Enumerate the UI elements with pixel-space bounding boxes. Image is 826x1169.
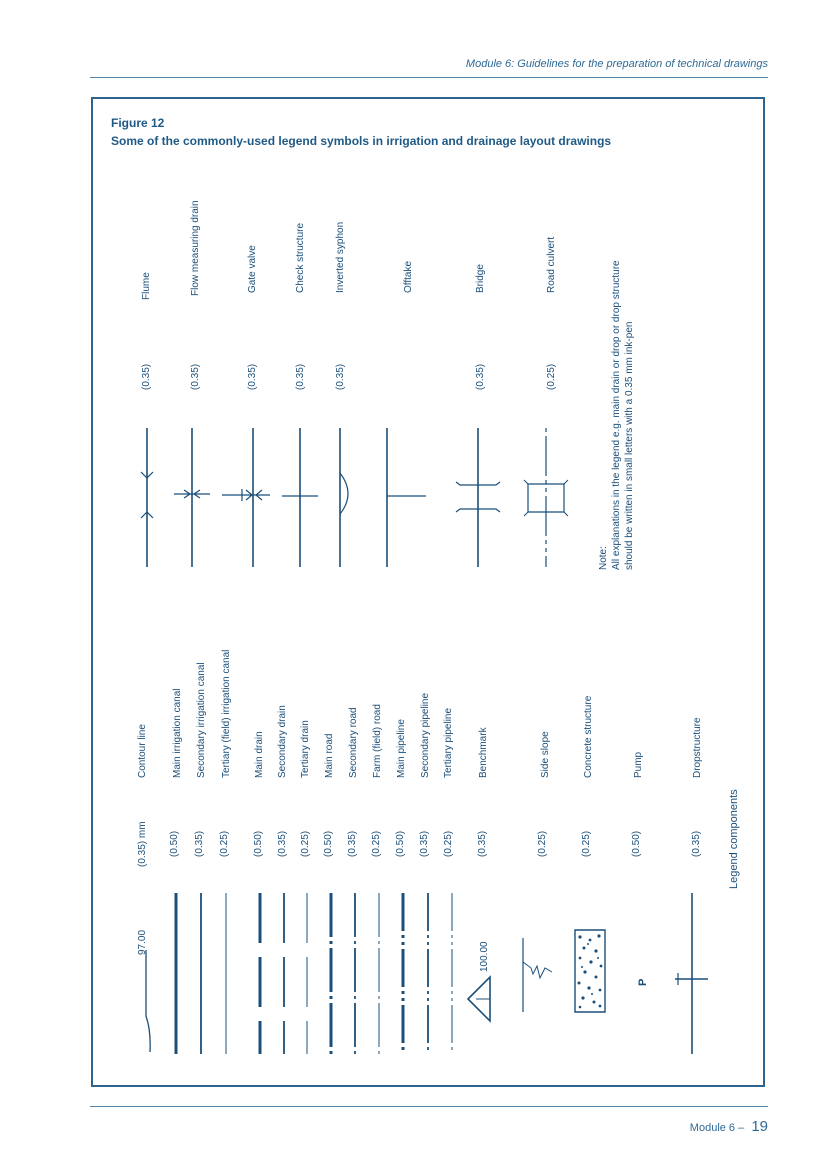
pen-bridge: (0.35) <box>475 363 486 390</box>
contour-line-symbol <box>146 950 150 1052</box>
name-contour: Contour line <box>137 724 148 778</box>
pen-gate-valve: (0.35) <box>247 363 258 390</box>
pen-flume: (0.35) <box>141 363 152 390</box>
pen-tertiary-pipeline: (0.25) <box>443 830 454 857</box>
name-main-pipeline: Main pipeline <box>396 719 407 778</box>
footer-dash: – <box>738 1122 745 1134</box>
footer-rule <box>90 1106 768 1107</box>
name-secondary-drain: Secondary drain <box>277 705 288 778</box>
pen-concrete: (0.25) <box>581 830 592 857</box>
name-secondary-pipeline: Secondary pipeline <box>420 692 431 778</box>
name-check-structure: Check structure <box>295 222 306 293</box>
name-concrete: Concrete structure <box>583 695 594 778</box>
name-offtake: Offtake <box>403 260 414 293</box>
name-bridge: Bridge <box>475 264 486 293</box>
name-flow-measuring-drain: Flow measuring drain <box>190 200 201 296</box>
pen-farm-road: (0.25) <box>371 830 382 857</box>
legend-components-caption: Legend components <box>728 789 740 889</box>
name-gate-valve: Gate valve <box>247 245 258 293</box>
pen-check-structure: (0.35) <box>295 363 306 390</box>
pen-secondary-irrigation: (0.35) <box>194 830 205 857</box>
name-road-culvert: Road culvert <box>546 236 557 293</box>
pen-tertiary-drain: (0.25) <box>300 830 311 857</box>
figure-title: Some of the commonly-used legend symbols in irrigation and drainage layout drawings <box>111 134 612 148</box>
pen-secondary-pipeline: (0.35) <box>419 830 430 857</box>
pen-main-pipeline: (0.50) <box>395 830 406 857</box>
pen-flow-measuring-drain: (0.35) <box>190 363 201 390</box>
contour-value: 97.00 <box>137 929 148 955</box>
running-header: Module 6: Guidelines for the preparation of technical drawings <box>465 58 768 70</box>
name-tertiary-pipeline: Tertiary pipeline <box>443 707 454 778</box>
pen-main-drain: (0.50) <box>253 830 264 857</box>
benchmark-value: 100.00 <box>479 941 490 972</box>
pen-tertiary-irrigation: (0.25) <box>219 830 230 857</box>
name-flume: Flume <box>141 272 152 300</box>
name-inverted-syphon: Inverted syphon <box>335 221 346 293</box>
note-heading: Note: <box>598 546 609 570</box>
name-secondary-road: Secondary road <box>348 707 359 778</box>
pen-secondary-drain: (0.35) <box>277 830 288 857</box>
pump-letter: P <box>637 978 649 986</box>
pen-inverted-syphon: (0.35) <box>335 363 346 390</box>
name-farm-road: Farm (field) road <box>372 704 383 778</box>
side-slope-hatch <box>523 962 552 978</box>
note-line-1: All explanations in the legend e.g. main drain or drop or drop structure <box>611 260 622 570</box>
pen-benchmark: (0.35) <box>477 830 488 857</box>
pen-road-culvert: (0.25) <box>546 363 557 390</box>
name-main-drain: Main drain <box>254 731 265 778</box>
page-number: 19 <box>751 1118 768 1135</box>
pen-side-slope: (0.25) <box>537 830 548 857</box>
name-main-road: Main road <box>324 733 335 778</box>
name-dropstructure: Dropstructure <box>692 717 703 778</box>
name-benchmark: Benchmark <box>478 727 489 778</box>
pen-contour: (0.35) mm <box>137 821 148 867</box>
page-footer <box>690 1118 768 1135</box>
concrete-structure-box <box>575 930 605 1012</box>
name-main-irrigation: Main irrigation canal <box>172 688 183 778</box>
name-tertiary-irrigation: Tertiary (field) irrigation canal <box>221 649 232 778</box>
pen-pump: (0.50) <box>631 830 642 857</box>
name-tertiary-drain: Tertiary drain <box>300 720 311 778</box>
pen-secondary-road: (0.35) <box>347 830 358 857</box>
name-pump: Pump <box>633 751 644 778</box>
concrete-dots <box>578 934 603 1008</box>
footer-module: Module 6 <box>689 1122 736 1134</box>
pen-dropstructure: (0.35) <box>691 830 702 857</box>
pen-main-irrigation: (0.50) <box>169 830 180 857</box>
name-secondary-irrigation: Secondary irrigation canal <box>196 662 207 778</box>
pen-main-road: (0.50) <box>323 830 334 857</box>
figure-label: Figure 12 <box>111 116 165 130</box>
name-side-slope: Side slope <box>540 731 551 778</box>
note-line-2: should be written in small letters with a 0.35 mm ink-pen <box>624 321 635 570</box>
